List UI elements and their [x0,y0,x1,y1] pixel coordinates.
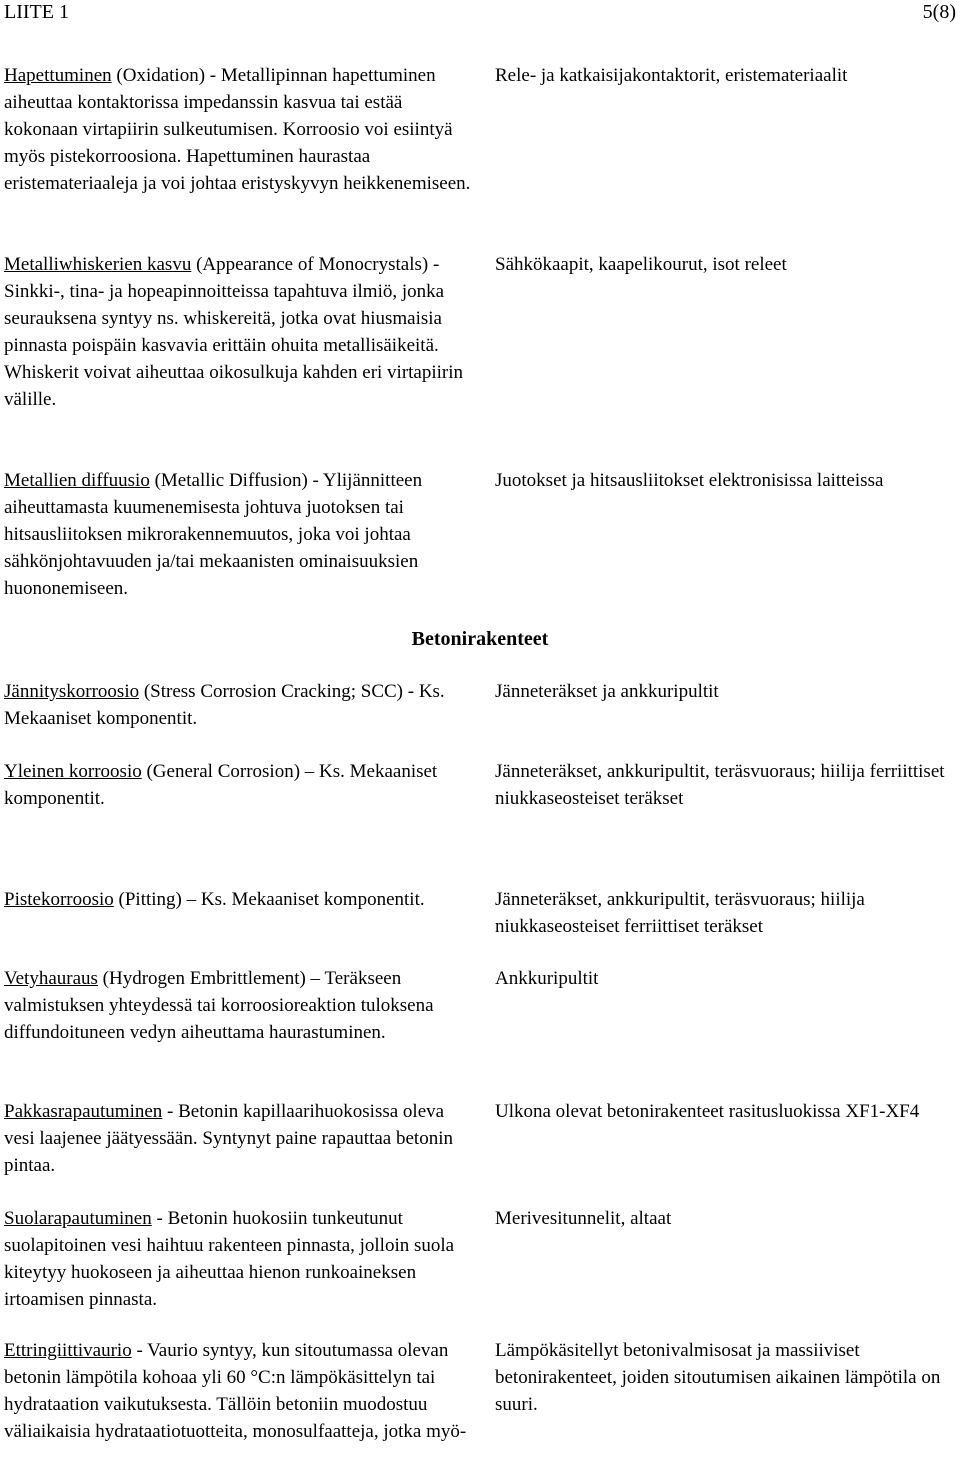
mechanism-description: (Metallic Diffusion) - Ylijännitteen aiheuttamasta kuumenemisesta johtuva juotoksen tai hitsausliitoksen mikrorakennemuutos, joka voi johtaa sähkönjohtavuuden ja/tai mekaanisten ominaisuuksien huononemiseen. [4,470,423,599]
mechanism-description: - Betonin kapillaarihuokosissa oleva vesi laajenee jäätyessään. Syntynyt paine rapauttaa betonin pintaa. [4,1101,453,1176]
target-entry-1 [495,251,955,278]
section-heading: Betonirakenteet [411,628,549,650]
target-components: Ankkuripultit [495,968,599,989]
target-entry-9 [495,1337,955,1418]
target-components: Merivesitunnelit, altaat [495,1208,672,1229]
mechanism-description: (Oxidation) - Metallipinnan hapettuminen aiheuttaa kontaktorissa impedanssin kasvua tai estää kokonaan virtapiirin sulkeutumisen. Korroosio voi esiintyä myös pistekorroosiona. Hapettuminen haurastaa eristemateriaaleja ja voi johtaa eristyskyvyn heikkenemiseen. [4,65,471,194]
target-entry-0 [495,62,955,89]
mechanism-entry-7 [4,1098,474,1179]
mechanism-term: Metallien diffuusio [4,470,150,491]
mechanism-description: - Vaurio syntyy, kun sitoutumassa olevan betonin lämpötila kohoaa yli 60 °C:n lämpökäsittelyn tai hydrataation vaikutuksesta. Tällöin betoniin muodostuu väliaikaisia hydrataatiotuotteita, monosulfaatteja, jotka myö- [4,1340,467,1442]
mechanism-description: (General Corrosion) – Ks. Mekaaniset komponentit. [4,761,438,809]
mechanism-term: Pistekorroosio [4,889,114,910]
mechanism-entry-8 [4,1205,474,1313]
mechanism-term: Yleinen korroosio [4,761,142,782]
mechanism-description: (Appearance of Monocrystals) - Sinkki-, tina- ja hopeapinnoitteissa tapahtuva ilmiö, jonka seurauksena syntyy ns. whiskereitä, jotka ovat hiusmaisia pinnasta poispäin kasvavia erittäin ohuita metallisäikeitä. Whiskerit voivat aiheuttaa oikosulkuja kahden eri virtapiirin välille. [4,254,464,410]
mechanism-entry-2 [4,467,474,602]
target-components: Jänneteräkset, ankkuripultit, teräsvuoraus; hiilija niukkaseosteiset ferriittiset teräkset [495,889,865,937]
mechanism-term: Jännityskorroosio [4,681,140,702]
mechanism-entry-6 [4,965,474,1046]
mechanism-term: Vetyhauraus [4,968,98,989]
mechanism-entry-5 [4,886,474,913]
target-components: Juotokset ja hitsausliitokset elektronisissa laitteissa [495,470,884,491]
target-entry-7 [495,1098,955,1125]
mechanism-description: (Hydrogen Embrittlement) – Teräkseen valmistuksen yhteydessä tai korroosioreaktion tuloksena diffundoituneen vedyn aiheuttama haurastuminen. [4,968,434,1043]
page-number: 5(8) [922,1,956,23]
target-entry-2 [495,467,955,494]
mechanism-term: Suolarapautuminen [4,1208,152,1229]
target-components: Jänneteräkset, ankkuripultit, teräsvuoraus; hiilija ferriittiset niukkaseosteiset teräkset [495,761,945,809]
target-components: Rele- ja katkaisijakontaktorit, eristemateriaalit [495,65,848,86]
mechanism-entry-3 [4,678,474,732]
mechanism-description: (Stress Corrosion Cracking; SCC) - Ks. Mekaaniset komponentit. [4,681,445,729]
mechanism-description: (Pitting) – Ks. Mekaaniset komponentit. [113,889,425,910]
target-components: Lämpökäsitellyt betonivalmisosat ja massiiviset betonirakenteet, joiden sitoutumisen aikainen lämpötila on suuri. [495,1340,941,1415]
target-components: Ulkona olevat betonirakenteet rasitusluokissa XF1-XF4 [495,1101,920,1122]
mechanism-entry-4 [4,758,474,812]
mechanism-entry-1 [4,251,474,413]
target-entry-3 [495,678,955,705]
mechanism-entry-0 [4,62,474,197]
appendix-label: LIITE 1 [4,1,69,23]
mechanism-description: - Betonin huokosiin tunkeutunut suolapitoinen vesi haihtuu rakenteen pinnasta, jolloin suola kiteytyy huokoseen ja aiheuttaa hienon runkoaineksen irtoamisen pinnasta. [4,1208,455,1310]
page-header [4,0,956,28]
target-components: Sähkökaapit, kaapelikourut, isot releet [495,254,787,275]
mechanism-term: Metalliwhiskerien kasvu [4,254,192,275]
mechanism-term: Hapettuminen [4,65,112,86]
target-entry-4 [495,758,955,812]
target-entry-5 [495,886,955,940]
target-components: Jänneteräkset ja ankkuripultit [495,681,719,702]
mechanism-term: Pakkasrapautuminen [4,1101,163,1122]
mechanism-term: Ettringiittivaurio [4,1340,132,1361]
mechanism-entry-9 [4,1337,474,1445]
target-entry-6 [495,965,955,992]
target-entry-8 [495,1205,955,1232]
